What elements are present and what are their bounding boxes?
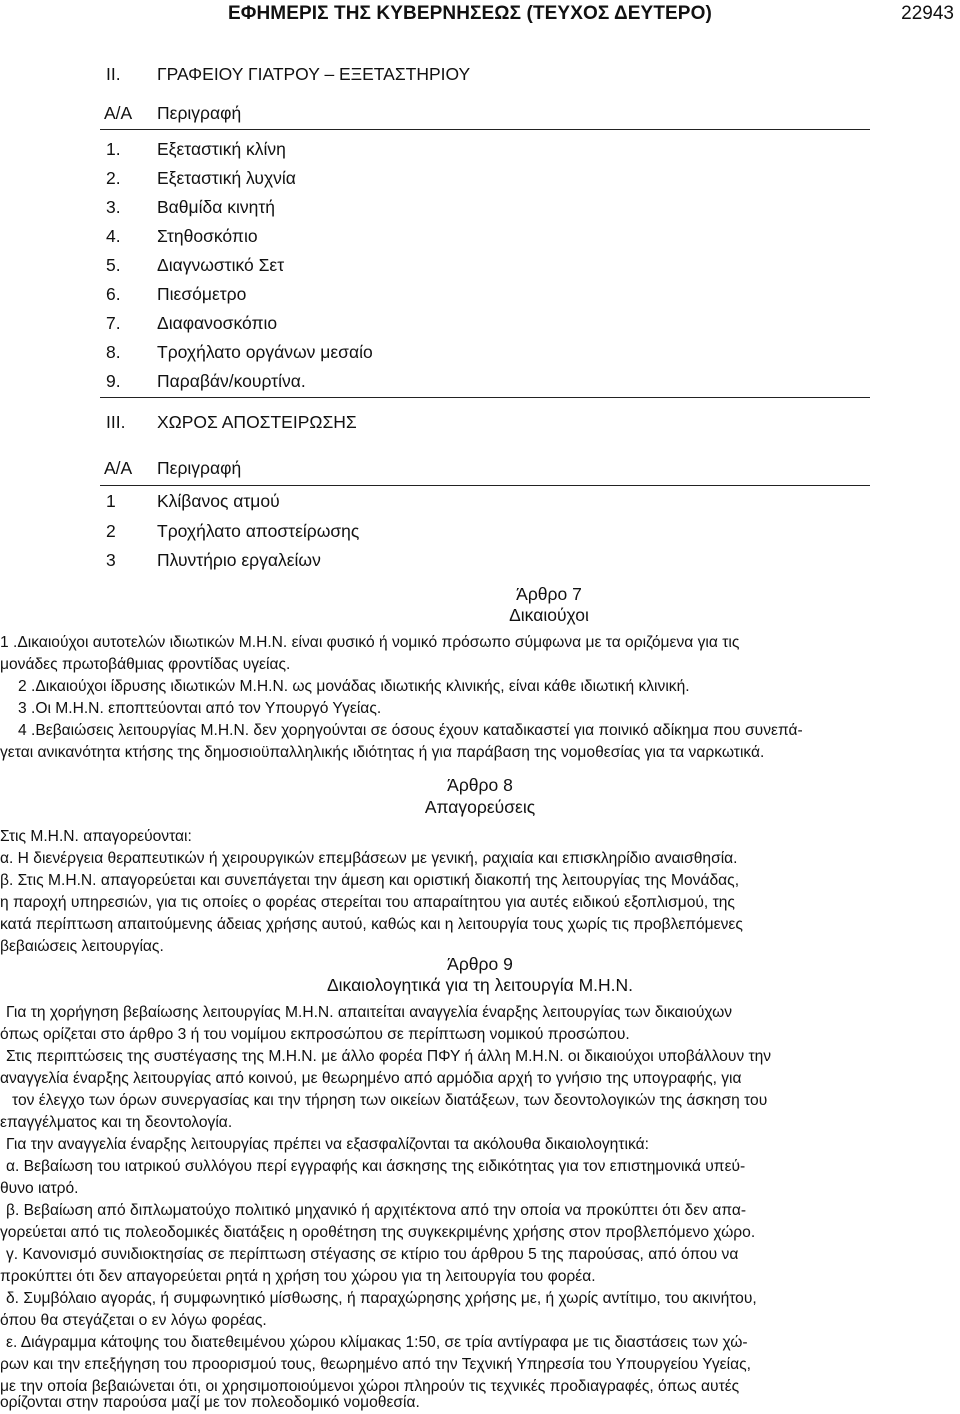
article-9-line: προκύπτει ότι δεν απαγορεύεται ρητά η χρήση του χώρου για τη λειτουργία του φορέα.	[0, 1268, 596, 1285]
page-header	[0, 0, 960, 34]
table-row	[0, 255, 880, 284]
table-divider	[100, 129, 870, 130]
article-8-line: β. Στις Μ.Η.Ν. απαγορεύεται και συνεπάγεται την άμεση και οριστική διακοπή της λειτουργίας της Μονάδας,	[0, 872, 740, 889]
row-description: Κλίβανος ατμού	[157, 491, 280, 511]
section-iii-roman: III.	[106, 412, 126, 432]
section-iii-title: ΧΩΡΟΣ ΑΠΟΣΤΕΙΡΩΣΗΣ	[157, 412, 357, 432]
article-9-line: ε. Διάγραμμα κάτοψης του διατεθειμένου χώρου κλίμακας 1:50, σε τρία αντίγραφα με τις διαστάσεις των χώ-	[6, 1334, 748, 1351]
table-divider	[100, 397, 870, 398]
article-7-line: 2 .Δικαιούχοι ίδρυσης ιδιωτικών Μ.Η.Ν. ως μονάδας ιδιωτικής κλινικής, είναι κάθε ιδιωτική κλινική.	[18, 678, 690, 695]
section-iii-col-desc: Περιγραφή	[157, 458, 242, 478]
article-9-line: β. Βεβαίωση από διπλωματούχο πολιτικό μηχανικό ή αρχιτέκτονα από την οποία να προκύπτει ότι δεν απα-	[6, 1202, 747, 1219]
table-row	[0, 550, 880, 579]
table-row	[0, 342, 880, 371]
row-description: Στηθοσκόπιο	[157, 226, 258, 246]
row-number: 8.	[106, 342, 121, 362]
table-row	[0, 521, 880, 550]
table-row	[0, 139, 880, 168]
row-number: 3	[106, 550, 116, 570]
table-row	[0, 491, 880, 520]
article-8-line: η παροχή υπηρεσιών, για τις οποίες ο φορέας στερείται του απαραίτητου για αυτές ειδικού εξοπλισμού, της	[0, 894, 735, 911]
row-number: 1	[106, 491, 116, 511]
table-row	[0, 313, 880, 342]
section-iii-col-aa: Α/Α	[104, 458, 133, 478]
gazette-title: ΕΦΗΜΕΡΙΣ ΤΗΣ ΚΥΒΕΡΝΗΣΕΩΣ (ΤΕΥΧΟΣ ΔΕΥΤΕΡΟ)	[228, 3, 712, 24]
row-number: 6.	[106, 284, 121, 304]
row-number: 7.	[106, 313, 121, 333]
article-9-line: όπως ορίζεται στο άρθρο 3 ή του νομίμου εκπροσώπου σε περίπτωση νομικού προσώπου.	[0, 1026, 630, 1043]
article-9-heading: Άρθρο 9	[447, 954, 513, 974]
row-description: Εξεταστική κλίνη	[157, 139, 286, 159]
article-7-heading: Άρθρο 7	[516, 584, 582, 604]
section-ii-header-row	[0, 103, 880, 132]
section-ii-roman: II.	[106, 64, 121, 84]
article-9-line: αναγγελία έναρξης λειτουργίας από κοινού, με θεωρημένο από αρμόδια αρχή το γνήσιο της υπογραφής, για	[0, 1070, 742, 1087]
article-9-line: Στις περιπτώσεις της συστέγασης της Μ.Η.Ν. με άλλο φορέα ΠΦΥ ή άλλη Μ.Η.Ν. οι δικαιούχοι υποβάλλουν την	[6, 1048, 772, 1065]
page-number: 22943	[901, 3, 954, 24]
table-row	[0, 226, 880, 255]
article-7-line: γεται ανικανότητα κτήσης της δημοσιοϋπαλληλικής ιδιότητας ή για παράβαση της νομοθεσίας για τα ναρκωτικά.	[0, 744, 765, 761]
table-row	[0, 284, 880, 313]
article-9-line: Για τη χορήγηση βεβαίωσης λειτουργίας Μ.Η.Ν. απαιτείται αναγγελία έναρξης λειτουργίας των δικαιούχων	[6, 1004, 733, 1021]
article-9-line: γορεύεται από τις πολεοδομικές διατάξεις η οροθέτηση της συγκεκριμένης χρήσης στον προβλεπόμενο χώρο.	[0, 1224, 756, 1241]
article-8-line: βεβαιώσεις λειτουργίας.	[0, 938, 164, 955]
row-number: 2	[106, 521, 116, 541]
article-7-subheading: Δικαιούχοι	[509, 605, 589, 625]
article-8-line: α. Η διενέργεια θεραπευτικών ή χειρουργικών επεμβάσεων με γενική, ραχιαία και επισκληρίδιο αναισθησία.	[0, 850, 738, 867]
row-description: Διαγνωστικό Σετ	[157, 255, 285, 275]
article-8-line: κατά περίπτωση απαιτούμενης άδειας χρήσης αυτού, καθώς και η λειτουργία τους χωρίς τις προβλεπόμενες	[0, 916, 743, 933]
article-9-line: ρων και την επεξήγηση του προορισμού τους, θεωρημένο από την Τεχνική Υπηρεσία του Υπουργείου Υγείας,	[0, 1356, 751, 1373]
article-9-line: όπου θα στεγάζεται ο εν λόγω φορέας.	[0, 1312, 267, 1329]
row-number: 5.	[106, 255, 121, 275]
table-row	[0, 168, 880, 197]
row-description: Πιεσόμετρο	[157, 284, 247, 304]
article-9-line: γ. Κανονισμό συνιδιοκτησίας σε περίπτωση στέγασης σε κτίριο του άρθρου 5 της παρούσας, από όπου να	[6, 1246, 739, 1263]
row-description: Τροχήλατο αποστείρωσης	[157, 521, 360, 541]
table-divider	[100, 485, 870, 486]
row-description: Τροχήλατο οργάνων μεσαίο	[157, 342, 373, 362]
row-description: Βαθμίδα κινητή	[157, 197, 275, 217]
article-9-line: Για την αναγγελία έναρξης λειτουργίας πρέπει να εξασφαλίζονται τα ακόλουθα δικαιολογητικά:	[6, 1136, 649, 1153]
article-9-line: επαγγέλματος και τη δεοντολογία.	[0, 1114, 233, 1131]
row-description: Πλυντήριο εργαλείων	[157, 550, 321, 570]
article-9-line: τον έλεγχο των όρων συνεργασίας και την τήρηση των οικείων διατάξεων, των δεοντολογικών της άσκηση του	[12, 1092, 768, 1109]
row-description: Διαφανοσκόπιο	[157, 313, 278, 333]
table-row	[0, 197, 880, 226]
article-9-line: ορίζονται στην παρούσα μαζί με τον πολεοδομικό νομοθεσία.	[0, 1394, 420, 1411]
article-8-line: Στις Μ.Η.Ν. απαγορεύονται:	[0, 828, 192, 845]
table-row	[0, 371, 880, 400]
section-ii-title-row	[0, 64, 880, 93]
article-9-line: α. Βεβαίωση του ιατρικού συλλόγου περί εγγραφής και άσκησης της ειδικότητας για τον επιστημονικά υπεύ-	[6, 1158, 746, 1175]
section-iii-title-row	[0, 412, 880, 441]
section-ii-col-aa: Α/Α	[104, 103, 133, 123]
article-7-line: 4 .Βεβαιώσεις λειτουργίας Μ.Η.Ν. δεν χορηγούνται σε όσους έχουν καταδικαστεί για ποινικό αδίκημα που συνεπά-	[18, 722, 803, 739]
row-number: 4.	[106, 226, 121, 246]
article-7-line: μονάδες πρωτοβάθμιας φροντίδας υγείας.	[0, 656, 291, 673]
row-description: Παραβάν/κουρτίνα.	[157, 371, 306, 391]
article-7-line: 1 .Δικαιούχοι αυτοτελών ιδιωτικών Μ.Η.Ν. είναι φυσικό ή νομικό πρόσωπο σύμφωνα με τα οριζόμενα για τις	[0, 634, 740, 651]
article-9-line: θυνο ιατρό.	[0, 1180, 79, 1197]
row-number: 3.	[106, 197, 121, 217]
article-8-subheading: Απαγορεύσεις	[424, 797, 536, 817]
section-ii-title: ΓΡΑΦΕΙΟΥ ΓΙΑΤΡΟΥ – ΕΞΕΤΑΣΤΗΡΙΟΥ	[157, 64, 471, 84]
row-number: 1.	[106, 139, 121, 159]
section-iii-header-row	[0, 458, 880, 487]
article-9-subheading: Δικαιολογητικά για τη λειτουργία Μ.Η.Ν.	[326, 975, 634, 995]
article-9-line: με την οποία βεβαιώνεται ότι, οι χρησιμοποιούμενοι χώροι πληρούν τις τεχνικές προδιαγραφές, όπως αυτές	[0, 1378, 740, 1395]
row-number: 9.	[106, 371, 121, 391]
row-description: Εξεταστική λυχνία	[157, 168, 296, 188]
row-number: 2.	[106, 168, 121, 188]
section-ii-col-desc: Περιγραφή	[157, 103, 242, 123]
article-8-heading: Άρθρο 8	[447, 775, 513, 795]
article-9-line: δ. Συμβόλαιο αγοράς, ή συμφωνητικό μίσθωσης, ή παραχώρησης χρήσης με, ή χωρίς αντίτιμο, του ακινήτου,	[6, 1290, 757, 1307]
article-7-line: 3 .Οι Μ.Η.Ν. εποπτεύονται από τον Υπουργό Υγείας.	[18, 700, 382, 717]
